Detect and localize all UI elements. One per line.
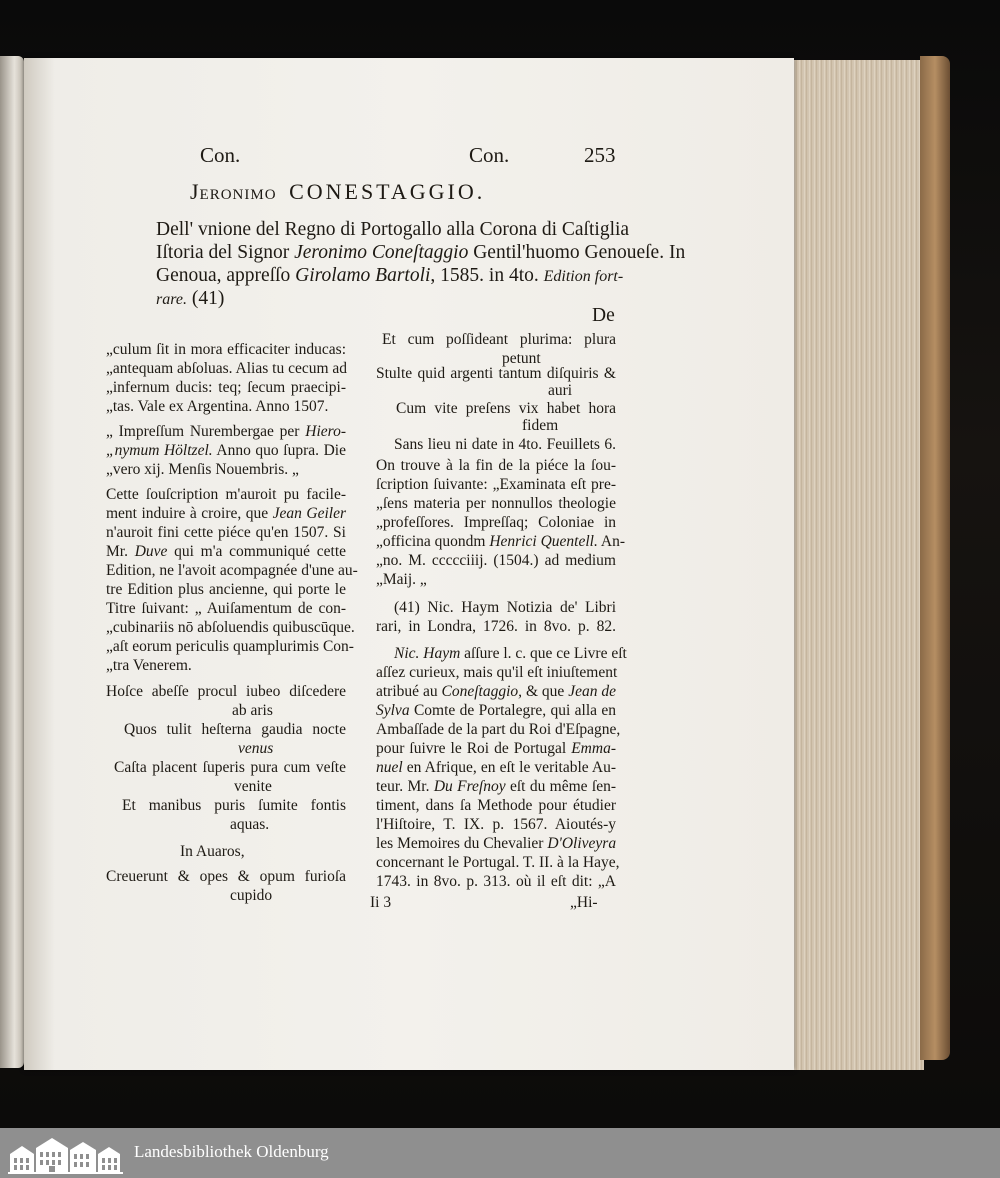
note-line — [376, 739, 616, 758]
note-line: l'Hiſtoire, T. IX. p. 1567. Aioutés-y — [376, 816, 616, 833]
text: , 1585. in 4to. — [430, 265, 539, 286]
left-line — [106, 441, 346, 460]
verse-line: auri — [548, 382, 573, 399]
header-center: Con. — [469, 143, 510, 167]
verse-line: Et manibus puris ſumite fontis — [122, 797, 346, 814]
footnote-line: (41) Nic. Haym Notizia de' Libri — [394, 599, 616, 616]
facing-page-edge — [0, 56, 24, 1068]
text: Mr. — [106, 543, 128, 560]
left-line: Edition, ne l'avoit acompagnée d'une au- — [106, 562, 358, 579]
text-italic: Du Freſnoy — [433, 778, 506, 795]
left-line: „culum ſit in mora efficaciter inducas: — [106, 341, 346, 358]
note-line — [376, 777, 616, 796]
right-line: Sans lieu ni date in 4to. Feuillets 6. — [394, 436, 616, 453]
left-line: Titre ſuivant: „ Auiſamentum de con- — [106, 600, 346, 617]
book-page — [24, 58, 794, 1070]
text-italic: Sylva — [376, 702, 410, 719]
page-block-edge — [788, 60, 924, 1070]
text-italic: nuel — [376, 759, 403, 776]
left-line — [106, 542, 346, 561]
catchword-top: De — [592, 305, 615, 326]
text-italic: Duve — [134, 543, 168, 560]
left-line: „aſt eorum periculis quamplurimis Con- — [106, 638, 354, 655]
text: atribué au — [376, 683, 438, 700]
left-line: tre Edition plus ancienne, qui porte le — [106, 581, 346, 598]
text: pour ſuivre le Roi de Portugal — [376, 740, 567, 757]
text-italic: Girolamo Bartoli — [295, 265, 431, 286]
text: qui m'a communiqué cette — [174, 543, 347, 560]
text: teur. Mr. — [376, 778, 430, 795]
note-line — [376, 682, 616, 701]
book-cover-edge — [920, 56, 950, 1060]
note-line — [376, 758, 616, 777]
left-line: n'auroit fini cette piéce qu'en 1507. Si — [106, 524, 346, 541]
verse-line: Creuerunt & opes & opum furioſa — [106, 868, 346, 885]
note-line — [376, 834, 616, 853]
note-line: 1743. in 8vo. p. 313. où il eſt dit: „A — [376, 873, 616, 890]
verse-line: fidem — [522, 417, 559, 434]
note-line: concernant le Portugal. T. II. à la Haye, — [376, 854, 620, 871]
note-line — [394, 644, 627, 663]
right-line: „profeſſores. Impreſſaq; Coloniae in — [376, 514, 616, 531]
right-line: On trouve à la fin de la piéce la ſou- — [376, 457, 616, 474]
author-first-name: Jeronimo — [190, 179, 277, 204]
text-italic: Jeronimo Coneſtaggio — [294, 242, 469, 263]
verse-line: Stulte quid argenti tantum diſquiris & — [376, 365, 616, 382]
author-last-name: CONESTAGGIO. — [289, 179, 486, 204]
verse-line: aquas. — [230, 816, 270, 833]
page-number: 253 — [584, 143, 616, 167]
text: ment induire à croire, que — [106, 505, 269, 522]
library-footer — [0, 1128, 1000, 1178]
entry-line-3 — [156, 264, 624, 289]
right-line: ſcription ſuivante: „Examinata eſt pre- — [376, 476, 616, 493]
text: „ Impreſſum Nurembergae per — [106, 423, 300, 440]
right-line: „Maij. „ — [376, 571, 427, 588]
text: les Memoires du Chevalier — [376, 835, 544, 852]
verse-line: Cum vite preſens vix habet hora — [396, 400, 616, 417]
right-line — [376, 532, 625, 551]
entry-line-2 — [156, 241, 686, 265]
text: & que — [525, 683, 565, 700]
verse-line: venus — [238, 740, 274, 757]
left-line: „vero xij. Menſis Nouembris. „ — [106, 461, 299, 478]
text: An- — [600, 533, 625, 550]
left-line: Cette ſouſcription m'auroit pu facile- — [106, 486, 346, 503]
entry-author — [190, 179, 486, 204]
right-line: „ſens materia per nonnullos theologie — [376, 495, 616, 512]
text-italic: Coneſtaggio, — [441, 683, 523, 700]
verse-line: Et cum poſſideant plurima: plura — [382, 331, 616, 348]
text-italic: Henrici Quentell. — [489, 533, 598, 550]
note-line — [376, 701, 616, 720]
verse-line: petunt — [502, 350, 541, 367]
text: Comte de Portalegre, qui alla en — [413, 702, 617, 719]
left-line: „antequam abſoluas. Alias tu cecum ad — [106, 360, 348, 377]
verse-line: Caſta placent ſuperis pura cum veſte — [114, 759, 346, 776]
text-italic: rare. — [156, 291, 187, 308]
verse-line: Hoſce abeſſe procul iubeo diſcedere — [106, 683, 346, 700]
text: en Afrique, en eſt le veritable Au- — [406, 759, 617, 776]
text-italic: Jean de — [568, 683, 617, 700]
text-italic: Edition fort- — [543, 268, 624, 285]
text-italic: Nic. Haym — [394, 645, 461, 662]
left-line — [106, 422, 346, 441]
footnote-line: rari, in Londra, 1726. in 8vo. p. 82. — [376, 618, 616, 635]
entry-line-4 — [156, 287, 224, 312]
footnote-ref: (41) — [191, 288, 225, 309]
text: „officina quondm — [376, 533, 486, 550]
left-line: „infernum ducis: teq; ſecum praecipi- — [106, 379, 346, 396]
signature-mark: Ii 3 — [370, 894, 392, 911]
left-line — [106, 504, 346, 523]
text: aſſure l. c. que ce Livre eſt — [464, 645, 627, 662]
note-line: timent, dans ſa Methode pour étudier — [376, 797, 616, 814]
note-line: Ambaſſade de la part du Roi d'Eſpagne, — [376, 721, 621, 738]
text: eſt du même ſen- — [509, 778, 617, 795]
note-line: aſſez curieux, mais qu'il eſt iniuſtement — [376, 664, 618, 681]
text: Genoua, appreſſo — [156, 265, 291, 286]
verse-line: venite — [234, 778, 272, 795]
left-line: „tas. Vale ex Argentina. Anno 1507. — [106, 398, 329, 415]
text: Gentil'huomo Genoueſe. In — [473, 242, 686, 263]
text-italic: Jean Geiler — [272, 505, 347, 522]
text-italic: D'Oliveyra — [547, 835, 617, 852]
text: Iſtoria del Signor — [156, 242, 290, 263]
left-line: „tra Venerem. — [106, 657, 192, 674]
left-line: „cubinariis nō abſoluendis quibuscūque. — [106, 619, 355, 636]
verse-heading: In Auaros, — [180, 843, 245, 860]
catchword-bottom: „Hi- — [570, 894, 598, 911]
header-left: Con. — [200, 143, 241, 167]
entry-line-1: Dell' vnione del Regno di Portogallo alla Corona di Caſtiglia — [156, 219, 630, 240]
text-italic: „nymum Höltzel. — [106, 442, 213, 459]
text-italic: Hiero- — [305, 423, 347, 440]
verse-line: Quos tulit heſterna gaudia nocte — [124, 721, 346, 738]
text: Anno quo ſupra. Die — [216, 442, 346, 459]
library-building-icon — [8, 1132, 123, 1174]
library-name: Landesbibliothek Oldenburg — [134, 1142, 329, 1161]
verse-line: ab aris — [232, 702, 273, 719]
verse-line: cupido — [230, 887, 273, 904]
right-line: „no. M. ccccciiij. (1504.) ad medium — [376, 552, 616, 569]
text-italic: Emma- — [571, 740, 616, 757]
